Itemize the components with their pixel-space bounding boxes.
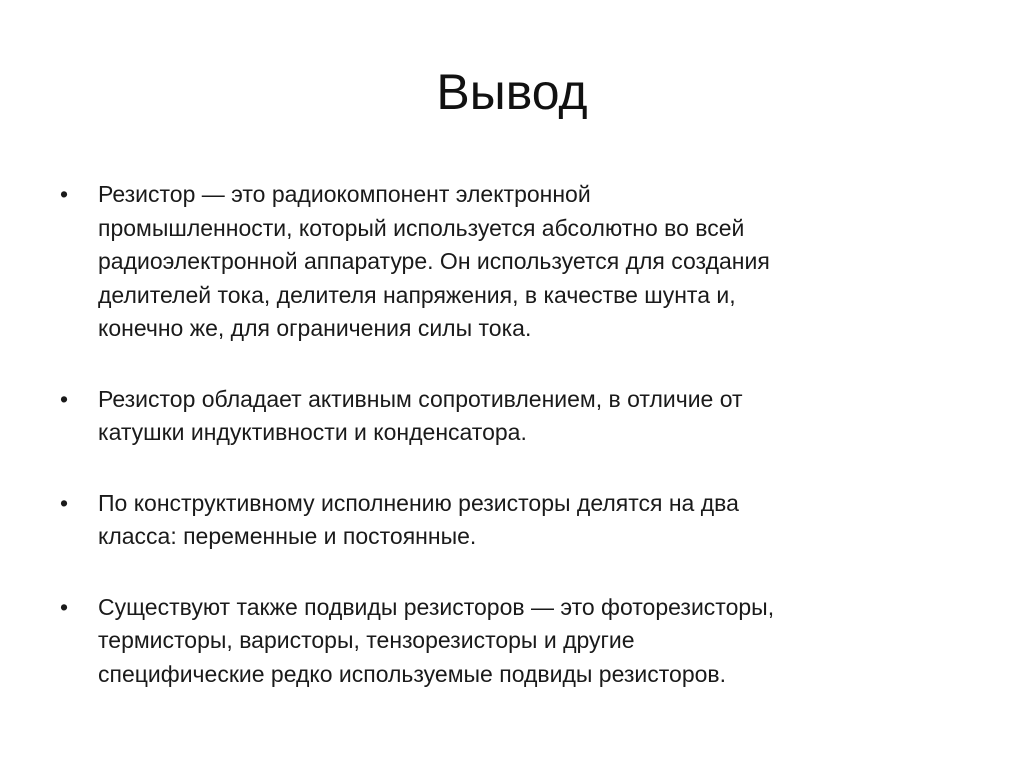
bullet-text: Резистор обладает активным сопротивлением, в отличие от катушки индуктивности и конденсатора. xyxy=(98,385,743,445)
bullet-item xyxy=(58,591,958,692)
bullet-dot-icon: • xyxy=(60,385,69,412)
bullet-item xyxy=(58,487,958,554)
bullet-text: Существуют также подвиды резисторов — это фоторезисторы, термисторы, варисторы, тензорезисторы и другие специфические редко используемые подвиды резисторов. xyxy=(98,593,775,687)
bullet-list xyxy=(58,178,958,691)
slide-title: Вывод xyxy=(436,64,588,120)
bullet-dot-icon: • xyxy=(60,593,69,620)
bullet-text: Резистор — это радиокомпонент электронной промышленности, который используется абсолютно во всей радиоэлектронной аппаратуре. Он используется для создания делителей тока, делителя напряжения, в качестве шунта и, конечно же, для ограничения силы тока. xyxy=(98,181,770,341)
bullet-dot-icon: • xyxy=(60,181,69,207)
bullet-item xyxy=(58,178,958,346)
bullet-text: По конструктивному исполнению резисторы делятся на два класса: переменные и постоянные. xyxy=(98,489,739,549)
bullet-item xyxy=(58,383,958,450)
bullet-dot-icon: • xyxy=(60,489,69,516)
